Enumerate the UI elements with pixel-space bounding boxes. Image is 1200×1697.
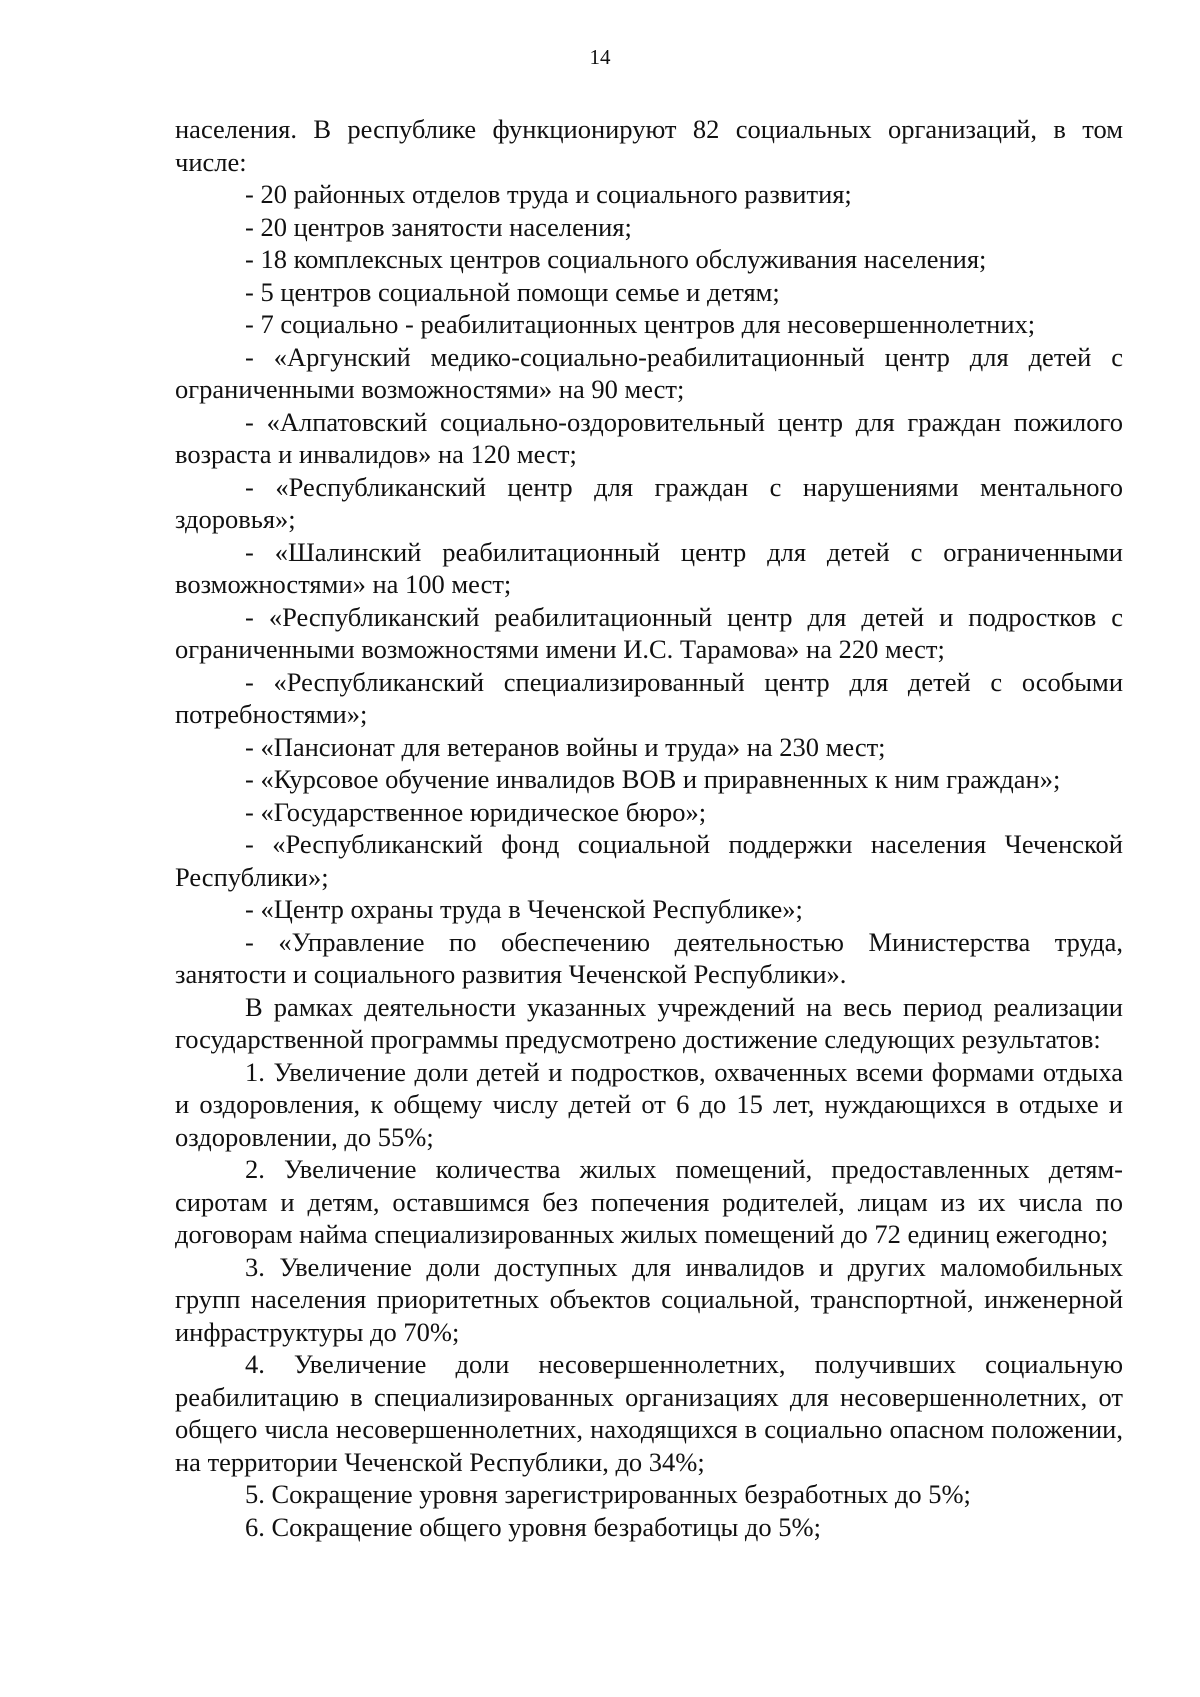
result-item-3: 3. Увеличение доли доступных для инвалидов и других маломобильных групп населения приоритетных объектов социальной, транспортной, инженерной инфраструктуры до 70%;	[175, 1251, 1123, 1347]
result-item-4: 4. Увеличение доли несовершеннолетних, получивших социальную реабилитацию в специализированных организациях для несовершеннолетних, от общего числа несовершеннолетних, находящихся в социально опасном положении, на территории Чеченской Республики, до 34%;	[175, 1349, 1123, 1477]
list-item-legal-bureau: - «Государственное юридическое бюро»;	[245, 796, 707, 827]
list-item-shali-center: - «Шалинский реабилитационный центр для детей с ограниченными возможностями» на 100 мест;	[175, 536, 1123, 599]
result-item-2: 2. Увеличение количества жилых помещений, предоставленных детям-сиротам и детям, оставшимся без попечения родителей, лицам из их числа по договорам найма специализированных жилых помещений до 72 единиц ежегодно;	[175, 1154, 1123, 1249]
list-item-district-departments: - 20 районных отделов труда и социального развития;	[245, 179, 852, 209]
result-item-6: 6. Сокращение общего уровня безработицы до 5%;	[245, 1511, 821, 1542]
list-item-veterans-boarding-house: - «Пансионат для ветеранов войны и труда» на 230 мест;	[245, 731, 886, 762]
document-body	[175, 113, 1123, 1543]
list-item-mental-health-center: - «Республиканский центр для граждан с нарушениями ментального здоровья»;	[175, 471, 1123, 534]
list-item-taramov-center: - «Республиканский реабилитационный центр для детей и подростков с ограниченными возможностями имени И.С. Тарамова» на 220 мест;	[175, 601, 1123, 664]
list-item-family-help-centers: - 5 центров социальной помощи семье и детям;	[245, 276, 780, 307]
list-item-argun-center: - «Аргунский медико-социально-реабилитационный центр для детей с ограниченными возможностями» на 90 мест;	[175, 341, 1123, 404]
list-item-labor-protection-center: - «Центр охраны труда в Чеченской Республике»;	[245, 894, 803, 924]
list-item-alpatovo-center: - «Алпатовский социально-оздоровительный центр для граждан пожилого возраста и инвалидов» на 120 мест;	[175, 406, 1123, 469]
list-item-complex-centers: - 18 комплексных центров социального обслуживания населения;	[245, 244, 987, 274]
result-item-5: 5. Сокращение уровня зарегистрированных безработных до 5%;	[245, 1479, 971, 1509]
list-item-ministry-management: - «Управление по обеспечению деятельностью Министерства труда, занятости и социального развития Чеченской Республики».	[175, 926, 1123, 989]
list-item-course-training: - «Курсовое обучение инвалидов ВОВ и приравненных к ним граждан»;	[245, 764, 1061, 794]
list-item-rehab-centers-minors: - 7 социально - реабилитационных центров для несовершеннолетних;	[245, 309, 1036, 339]
paragraph-intro: населения. В республике функционируют 82 социальных организаций, в том числе:	[175, 114, 1123, 177]
page-number: 14	[589, 45, 611, 69]
list-item-special-needs-center: - «Республиканский специализированный центр для детей с особыми потребностями»;	[175, 666, 1123, 729]
result-item-1: 1. Увеличение доли детей и подростков, охваченных всеми формами отдыха и оздоровления, к общему числу детей от 6 до 15 лет, нуждающихся в отдыхе и оздоровлении, до 55%;	[175, 1056, 1123, 1152]
paragraph-results-intro: В рамках деятельности указанных учреждений на весь период реализации государственной программы предусмотрено достижение следующих результатов:	[175, 991, 1123, 1054]
list-item-social-support-fund: - «Республиканский фонд социальной поддержки населения Чеченской Республики»;	[175, 829, 1123, 892]
list-item-employment-centers: - 20 центров занятости населения;	[245, 211, 632, 242]
